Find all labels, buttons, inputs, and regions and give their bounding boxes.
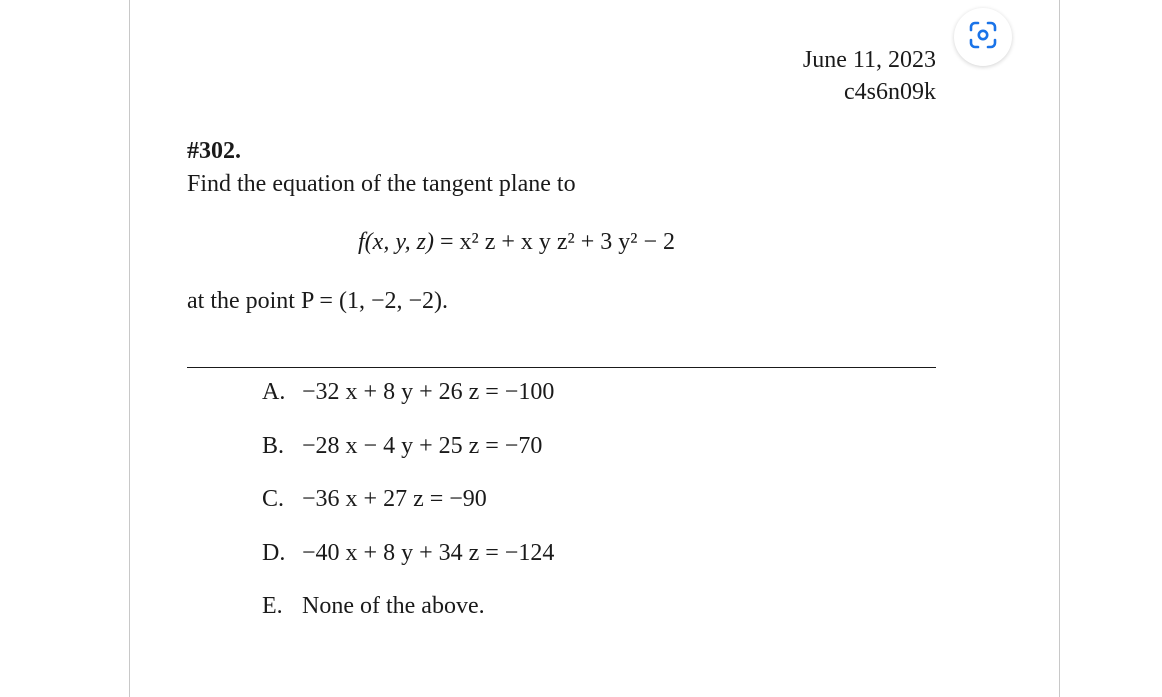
choice-e[interactable] <box>262 590 554 644</box>
choice-letter: E. <box>262 593 283 619</box>
choice-d[interactable] <box>262 537 554 591</box>
choice-a[interactable] <box>262 376 554 430</box>
function-equation <box>358 226 675 258</box>
header-code: c4s6n09k <box>844 79 936 105</box>
point-statement: at the point P = (1, −2, −2). <box>187 288 449 314</box>
choice-text: −36 x + 27 z = −90 <box>302 486 487 512</box>
google-lens-icon <box>967 19 999 55</box>
answer-divider <box>187 367 936 368</box>
lens-search-button[interactable] <box>954 8 1012 66</box>
choice-text: −40 x + 8 y + 34 z = −124 <box>302 539 555 566</box>
choice-letter: C. <box>262 486 285 512</box>
problem-number: #302. <box>187 138 241 164</box>
choice-text: −28 x − 4 y + 25 z = −70 <box>302 432 543 459</box>
choice-text: −32 x + 8 y + 26 z = −100 <box>302 379 555 405</box>
problem-prompt: Find the equation of the tangent plane to <box>187 171 576 197</box>
function-lhs: f(x, y, z) <box>358 229 434 255</box>
header-date: June 11, 2023 <box>802 47 936 73</box>
choice-letter: D. <box>262 539 286 566</box>
choice-letter: B. <box>262 432 285 459</box>
choice-text: None of the above. <box>302 593 485 619</box>
answer-choices <box>262 376 554 644</box>
function-rhs: = x² z + x y z² + 3 y² − 2 <box>439 229 676 255</box>
document-header <box>803 44 936 108</box>
choice-c[interactable] <box>262 483 554 537</box>
choice-b[interactable] <box>262 430 554 484</box>
choice-letter: A. <box>262 379 286 405</box>
